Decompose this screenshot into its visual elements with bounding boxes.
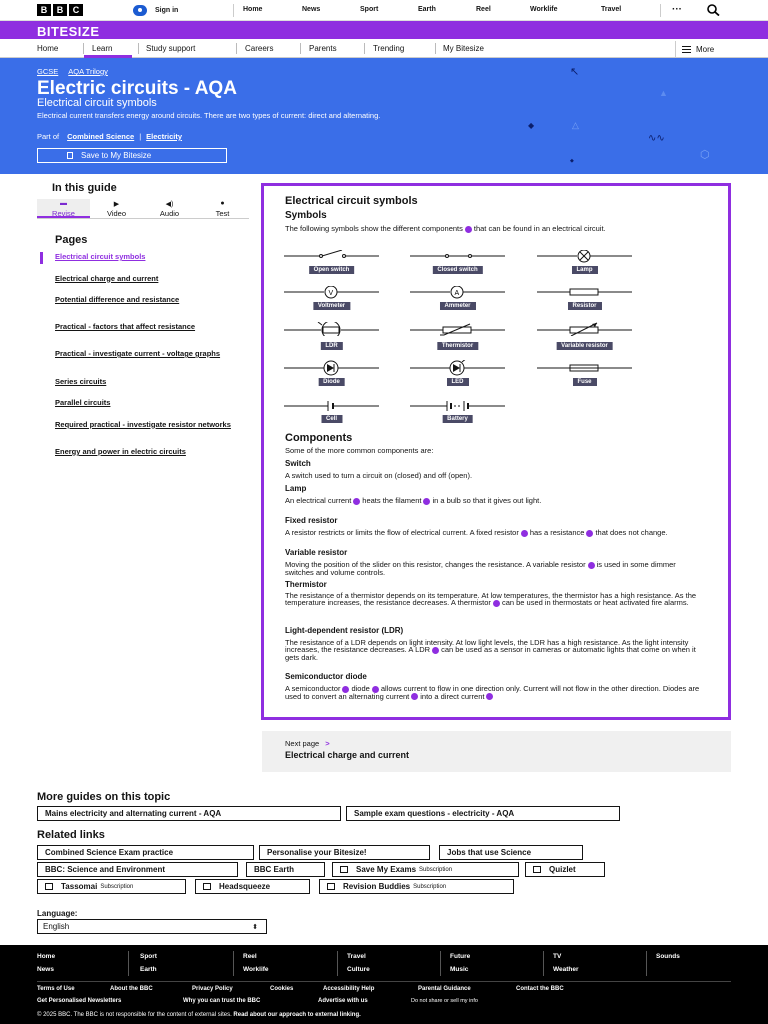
related-link-personalise[interactable]: Personalise your Bitesize! (259, 845, 430, 860)
chevron-right-icon: > (325, 739, 330, 748)
page-title: Electric circuits - AQA (37, 78, 237, 99)
page-subtitle: Electrical circuit symbols (37, 97, 157, 109)
divider (236, 43, 237, 54)
footer-link-culture[interactable]: Culture (347, 966, 370, 973)
top-nav-sport[interactable]: Sport (360, 6, 379, 13)
top-nav-travel[interactable]: Travel (601, 6, 622, 13)
cell-symbol: Cell (284, 398, 379, 428)
variable-resistor-icon (537, 322, 632, 336)
external-linking-link[interactable]: Read about our approach to external linking. (233, 1012, 361, 1018)
battery-symbol: Battery (410, 398, 505, 428)
ammeter-symbol: A Ammeter (410, 286, 505, 316)
led-icon (410, 360, 505, 376)
footer-parental[interactable]: Parental Guidance (418, 986, 471, 992)
diode-symbol: Diode (284, 360, 379, 390)
related-link-headsqueeze[interactable]: Headsqueeze (195, 879, 310, 894)
related-link-bbc-earth[interactable]: BBC Earth (246, 862, 325, 877)
ldr-icon (284, 322, 379, 336)
related-link-jobs-science[interactable]: Jobs that use Science (439, 845, 583, 860)
footer-link-sounds[interactable]: Sounds (656, 953, 680, 960)
voltmeter-symbol: V Voltmeter (284, 286, 379, 316)
footer-privacy[interactable]: Privacy Policy (192, 986, 233, 992)
footer-link-future[interactable]: Future (450, 953, 471, 960)
external-link-icon (45, 883, 53, 890)
closed-switch-symbol: Closed switch (410, 250, 505, 280)
thermistor-heading: Thermistor (285, 580, 327, 589)
footer-link-tv[interactable]: TV (553, 953, 562, 960)
hexagon-decoration-icon: ⬡ (700, 149, 710, 161)
divider (660, 4, 661, 17)
test-icon: ● (220, 200, 225, 207)
thermistor-icon (410, 322, 505, 336)
variable-resistor-symbol: Variable resistor (537, 322, 632, 352)
arrow-decoration-icon: ↖ (570, 66, 580, 78)
variable-resistor-text: Moving the position of the slider on this resistor, changes the resistance. A variable resistor is used in some dimmer switches and volume controls. (285, 560, 676, 577)
next-page-title[interactable]: Electrical charge and current (285, 750, 410, 760)
definition-icon[interactable] (423, 498, 430, 505)
definition-icon[interactable] (586, 530, 593, 537)
definition-icon[interactable] (493, 600, 500, 607)
ldr-symbol: LDR (284, 322, 379, 352)
subnav-study-support[interactable]: Study support (146, 44, 196, 53)
search-icon[interactable] (706, 4, 720, 16)
page-link-potential-difference[interactable]: Potential difference and resistance (55, 295, 180, 304)
subnav-learn[interactable]: Learn (92, 44, 113, 53)
page-link-circuit-symbols[interactable]: Electrical circuit symbols (40, 253, 240, 261)
footer-about[interactable]: About the BBC (110, 986, 153, 992)
more-menu-icon[interactable]: ··· (672, 4, 682, 15)
page-link-parallel-circuits[interactable]: Parallel circuits (55, 398, 111, 407)
pages-title: Pages (55, 234, 88, 246)
led-symbol: LED (410, 360, 505, 390)
content-title: Electrical circuit symbols (285, 195, 418, 207)
resistor-icon (537, 286, 632, 300)
part-of-combined-science-link[interactable]: Combined Science (67, 132, 135, 141)
subnav-my-bitesize[interactable]: My Bitesize (443, 44, 484, 53)
definition-icon[interactable] (486, 693, 493, 700)
save-to-my-bitesize-button[interactable]: Save to My Bitesize (37, 148, 227, 163)
bitesize-bar (0, 21, 768, 39)
voltmeter-icon (284, 286, 379, 300)
divider (83, 43, 84, 54)
related-link-science-environment[interactable]: BBC: Science and Environment (37, 862, 238, 877)
ammeter-icon (410, 286, 505, 300)
bookmark-icon (67, 152, 73, 159)
footer-link-sport[interactable]: Sport (140, 953, 157, 960)
components-heading: Components (285, 432, 353, 444)
footer-link-news[interactable]: News (37, 966, 54, 973)
battery-icon (410, 398, 505, 414)
triangle-decoration-icon: △ (572, 120, 579, 130)
part-of-line: Part of Combined Science | Electricity (37, 132, 183, 141)
definition-icon[interactable] (465, 226, 472, 233)
breadcrumb-aqa-trilogy[interactable]: AQA Trilogy (68, 67, 108, 76)
more-button[interactable]: More (675, 41, 730, 57)
footer-contact[interactable]: Contact the BBC (516, 986, 564, 992)
page-link-factors-resistance[interactable]: Practical - factors that affect resistance (55, 321, 196, 331)
related-link-quizlet[interactable]: Quizlet (525, 862, 605, 877)
divider (138, 43, 139, 54)
footer-link-music[interactable]: Music (450, 966, 469, 973)
cell-icon (284, 398, 379, 414)
subnav-parents[interactable]: Parents (309, 44, 337, 53)
fuse-icon (537, 360, 632, 376)
page-link-series-circuits[interactable]: Series circuits (55, 376, 107, 386)
definition-icon[interactable] (521, 530, 528, 537)
page-link-charge-current[interactable]: Electrical charge and current (55, 273, 159, 283)
bbc-logo[interactable]: B B C (37, 4, 85, 16)
footer-terms[interactable]: Terms of Use (37, 986, 75, 992)
footer-link-weather[interactable]: Weather (553, 966, 579, 973)
part-of-electricity-link[interactable]: Electricity (146, 132, 183, 141)
definition-icon[interactable] (411, 693, 418, 700)
user-icon (133, 5, 147, 16)
related-link-tassomai[interactable]: Tassomai Subscription (37, 879, 186, 894)
hero-description: Electrical current transfers energy around circuits. There are two types of current: direct and alternating. (37, 111, 381, 120)
footer-link-earth[interactable]: Earth (140, 966, 157, 973)
diode-heading: Semiconductor diode (285, 672, 367, 681)
top-nav-earth[interactable]: Earth (418, 6, 436, 13)
footer-do-not-sell[interactable]: Do not share or sell my info (411, 998, 478, 1004)
svg-text:V: V (328, 290, 334, 297)
subnav-trending[interactable]: Trending (373, 44, 405, 53)
footer-link-worklife[interactable]: Worklife (243, 966, 269, 973)
fixed-resistor-heading: Fixed resistor (285, 516, 338, 525)
top-nav-news[interactable]: News (302, 6, 321, 13)
triangle-decoration-icon: ▲ (659, 88, 668, 98)
tab-audio[interactable]: ◀) Audio (143, 199, 196, 218)
footer-link-reel[interactable]: Reel (243, 953, 257, 960)
tab-revise[interactable]: ▬ Revise (37, 199, 90, 218)
related-link-revision-buddies[interactable]: Revision Buddies Subscription (319, 879, 514, 894)
guide-link-sample-exam[interactable]: Sample exam questions - electricity - AQA (346, 806, 620, 821)
ldr-text: The resistance of a LDR depends on light intensity. At low light levels, the LDR has a high resistance. As the light intensity increases, the resistance decreases. A LDR can be used as a sensor in cameras or automatic lights that come on when it gets dark. (285, 638, 696, 662)
thermistor-symbol: Thermistor (410, 322, 505, 352)
footer-accessibility[interactable]: Accessibility Help (323, 986, 375, 992)
media-tabs (37, 199, 249, 219)
top-nav-reel[interactable]: Reel (476, 6, 491, 13)
definition-icon[interactable] (353, 498, 360, 505)
bitesize-logo[interactable]: BITESIZE (37, 24, 100, 39)
svg-text:A: A (454, 290, 460, 297)
definition-icon[interactable] (432, 647, 439, 654)
symbols-heading: Symbols (285, 210, 327, 221)
divider (300, 43, 301, 54)
page-link-voltage-graphs[interactable]: Practical - investigate current - voltage graphs (55, 349, 221, 358)
footer-advertise[interactable]: Advertise with us (318, 998, 368, 1004)
menu-icon (682, 46, 691, 53)
fixed-resistor-text: A resistor restricts or limits the flow of electrical current. A fixed resistor has a resistance that does not change. (285, 528, 668, 537)
more-guides-title: More guides on this topic (37, 791, 171, 803)
open-switch-icon (284, 250, 379, 264)
footer-cookies[interactable]: Cookies (270, 986, 294, 992)
ldr-heading: Light-dependent resistor (LDR) (285, 626, 404, 635)
breadcrumb (37, 67, 118, 76)
resistor-symbol: Resistor (537, 286, 632, 316)
breadcrumb-gcse[interactable]: GCSE (37, 67, 59, 76)
lamp-heading: Lamp (285, 484, 307, 493)
related-link-exam-practice[interactable]: Combined Science Exam practice (37, 845, 254, 860)
book-icon: ▬ (60, 200, 67, 207)
page-link-energy-power[interactable]: Energy and power in electric circuits (55, 447, 186, 456)
symbols-intro: The following symbols show the different components that can be found in an electrical circuit. (285, 224, 606, 233)
footer-trust[interactable]: Why you can trust the BBC (183, 998, 261, 1004)
tab-video[interactable]: ▶ Video (90, 199, 143, 218)
divider (233, 4, 234, 17)
definition-icon[interactable] (588, 562, 595, 569)
switch-text: A switch used to turn a circuit on (closed) and off (open). (285, 471, 473, 480)
divider (435, 43, 436, 54)
related-links-title: Related links (37, 829, 105, 841)
thermistor-text: The resistance of a thermistor depends on its temperature. At low temperatures, the thermistor has a high resistance. As the temperature increases, the resistance decreases. A thermistor can be used in thermostats or heat activated fire alarms. (285, 591, 697, 608)
fuse-symbol: Fuse (537, 360, 632, 390)
diode-text: A semiconductor diode allows current to flow in one direction only. Current will not flow in the other direction. Diodes are used to convert an alternating current into a direct current (285, 684, 700, 701)
divider (364, 43, 365, 54)
related-link-save-my-exams[interactable]: Save My Exams Subscription (332, 862, 519, 877)
lamp-icon (537, 250, 632, 264)
speaker-icon: ◀) (165, 201, 174, 208)
closed-switch-icon (410, 250, 505, 264)
zigzag-decoration-icon: ∿∿ (648, 133, 665, 144)
footer-link-travel[interactable]: Travel (347, 953, 366, 960)
external-link-icon (533, 866, 541, 873)
divider (37, 981, 731, 982)
language-label: Language: (37, 909, 78, 918)
tab-test[interactable]: ● Test (196, 199, 249, 218)
shape-decoration-icon: ◆ (528, 121, 535, 130)
lamp-text: An electrical current heats the filament in a bulb so that it gives out light. (285, 496, 542, 505)
language-select[interactable]: English ⬍ (37, 919, 267, 934)
variable-resistor-heading: Variable resistor (285, 548, 348, 557)
guide-link-mains-electricity[interactable]: Mains electricity and alternating current - AQA (37, 806, 341, 821)
top-nav-worklife[interactable]: Worklife (530, 6, 558, 13)
footer-newsletters[interactable]: Get Personalised Newsletters (37, 998, 122, 1004)
page-link-resistor-networks[interactable]: Required practical - investigate resistor networks (55, 419, 231, 429)
switch-heading: Switch (285, 459, 311, 468)
top-nav-home[interactable]: Home (243, 6, 263, 13)
subnav-careers[interactable]: Careers (245, 44, 274, 53)
next-page-label: Next page > (285, 739, 330, 748)
external-link-icon (327, 883, 335, 890)
in-this-guide-title: In this guide (52, 182, 117, 194)
open-switch-symbol: Open switch (284, 250, 379, 280)
footer-link-home[interactable]: Home (37, 953, 56, 960)
select-arrows-icon: ⬍ (252, 923, 258, 931)
subnav-home[interactable]: Home (37, 44, 59, 53)
components-intro: Some of the more common components are: (285, 446, 434, 455)
sign-in-link[interactable]: Sign in (133, 5, 178, 16)
play-icon: ▶ (113, 201, 120, 208)
external-link-icon (340, 866, 348, 873)
copyright: © 2025 BBC. The BBC is not responsible for the content of external sites. Read about our approach to external linking. (37, 1012, 361, 1018)
lamp-symbol: Lamp (537, 250, 632, 280)
dot-decoration-icon: ◆ (570, 158, 574, 164)
diode-icon (284, 360, 379, 376)
bbc-top-bar (0, 0, 768, 21)
external-link-icon (203, 883, 211, 890)
